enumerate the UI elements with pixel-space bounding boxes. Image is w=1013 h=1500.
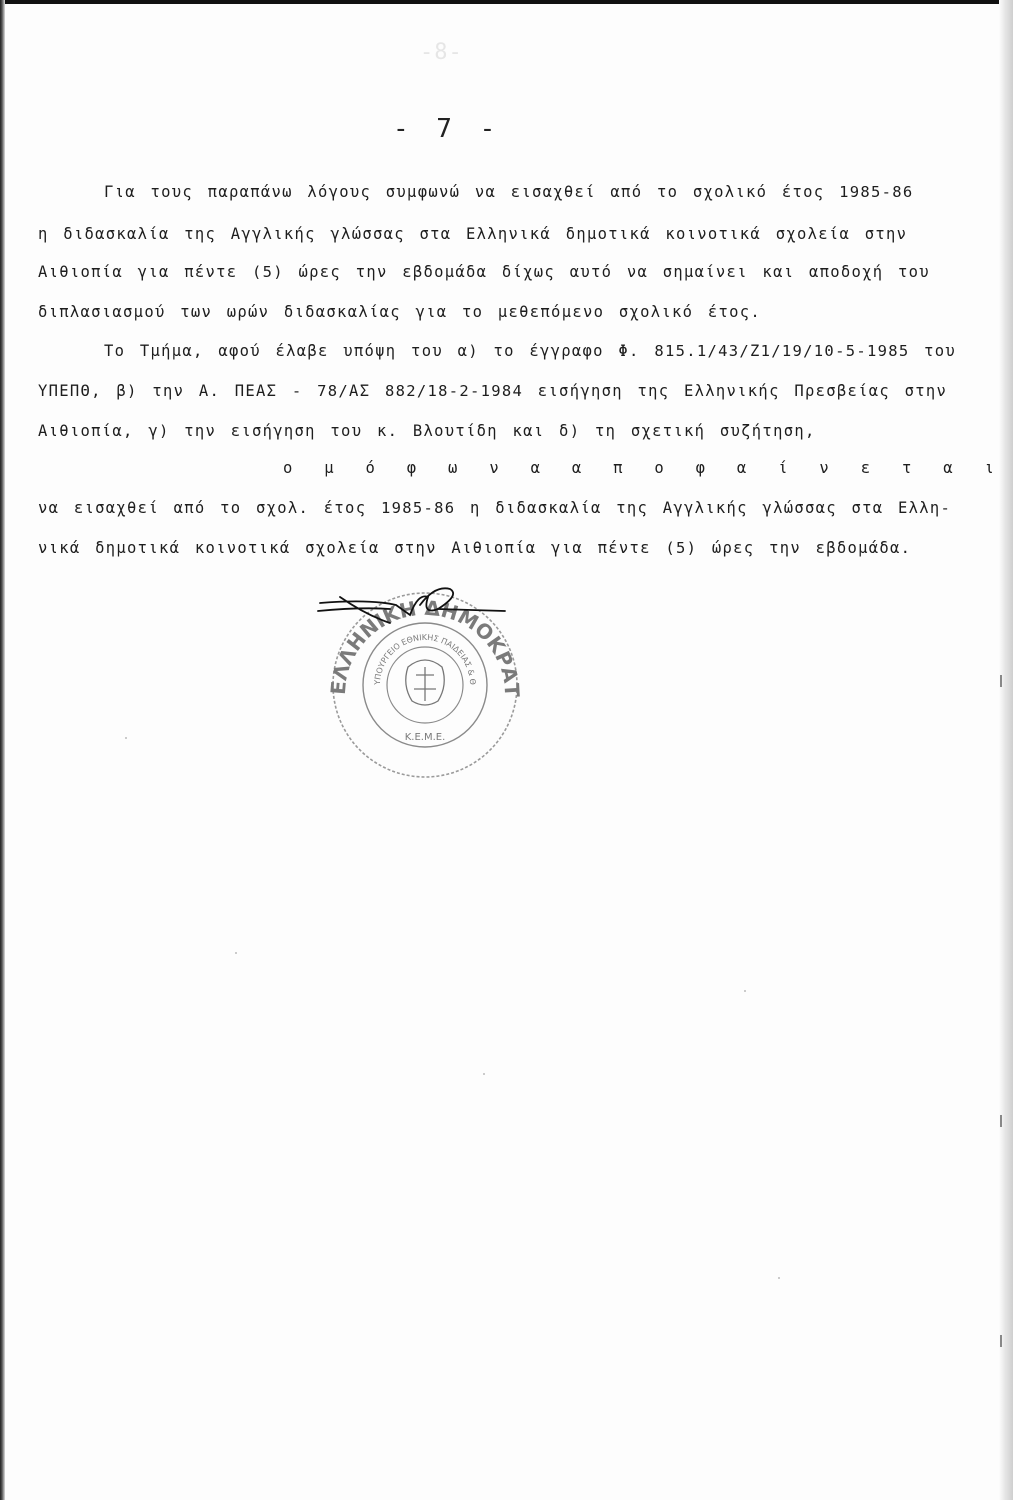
- paragraph-1-line-2: η διδασκαλία της Αγγλικής γλώσσας στα Ελληνικά δημοτικά κοινοτικά σχολεία στην: [38, 225, 908, 243]
- stamp-bottom-text: Κ.Ε.Μ.Ε.: [404, 732, 446, 743]
- stamp-inner-text: ΥΠΟΥΡΓΕΙΟ ΕΘΝΙΚΗΣ ΠΑΙΔΕΙΑΣ & Θ: [372, 632, 478, 686]
- paragraph-2-line-2: ΥΠΕΠΘ, β) την Α. ΠΕΑΣ - 78/ΑΣ 882/18-2-1984 εισήγηση της Ελληνικής Πρεσβείας στην: [38, 382, 948, 400]
- scan-speck: [483, 1073, 485, 1075]
- paragraph-3-line-1: να εισαχθεί από το σχολ. έτος 1985-86 η διδασκαλία της Αγγλικής γλώσσας στα Ελλη-: [38, 499, 952, 517]
- margin-mark: [1000, 675, 1002, 687]
- stamp-outer-text: ΕΛΛΗΝΙΚΗ ΔΗΜΟΚΡΑΤ: [325, 595, 525, 698]
- margin-mark: [1000, 1335, 1002, 1347]
- scan-speck: [744, 990, 746, 992]
- paragraph-2-line-3: Αιθιοπία, γ) την εισήγηση του κ. Βλουτίδη και δ) τη σχετική συζήτηση,: [38, 422, 816, 440]
- official-stamp: [300, 575, 550, 795]
- scan-edge-right: [999, 0, 1013, 1500]
- paragraph-1-line-4: διπλασιασμού των ωρών διδασκαλίας για το μεθεπόμενο σχολικό έτος.: [38, 303, 762, 321]
- scan-speck: [778, 1277, 780, 1279]
- svg-text:ΥΠΟΥΡΓΕΙΟ ΕΘΝΙΚΗΣ ΠΑΙΔΕΙΑΣ & Θ: [300, 575, 477, 686]
- scan-edge-left: [0, 0, 5, 1500]
- stamp-seal-icon: [300, 575, 550, 795]
- page-number: - 7 -: [393, 114, 502, 144]
- paragraph-2-line-1: Το Τμήμα, αφού έλαβε υπόψη του α) το έγγραφο Φ. 815.1/43/Ζ1/19/10-5-1985 του: [104, 342, 957, 360]
- decision-heading: ο μ ό φ ω ν α α π ο φ α ί ν ε τ α ι: [283, 459, 996, 477]
- scan-speck: [125, 737, 127, 739]
- scan-edge-top: [0, 0, 1013, 4]
- paragraph-1-line-3: Αιθιοπία για πέντε (5) ώρες την εβδομάδα δίχως αυτό να σημαίνει και αποδοχή του: [38, 263, 930, 281]
- show-through-page-number: -8-: [420, 40, 463, 65]
- paragraph-3-line-2: νικά δημοτικά κοινοτικά σχολεία στην Αιθιοπία για πέντε (5) ώρες την εβδομάδα.: [38, 539, 912, 557]
- svg-text:ΕΛΛΗΝΙΚΗ ΔΗΜΟΚΡΑΤΙΑ: [300, 575, 524, 698]
- paragraph-1-line-1: Για τους παραπάνω λόγους συμφωνώ να εισαχθεί από το σχολικό έτος 1985-86: [104, 183, 914, 201]
- scan-speck: [235, 952, 237, 954]
- margin-mark: [1000, 1115, 1002, 1127]
